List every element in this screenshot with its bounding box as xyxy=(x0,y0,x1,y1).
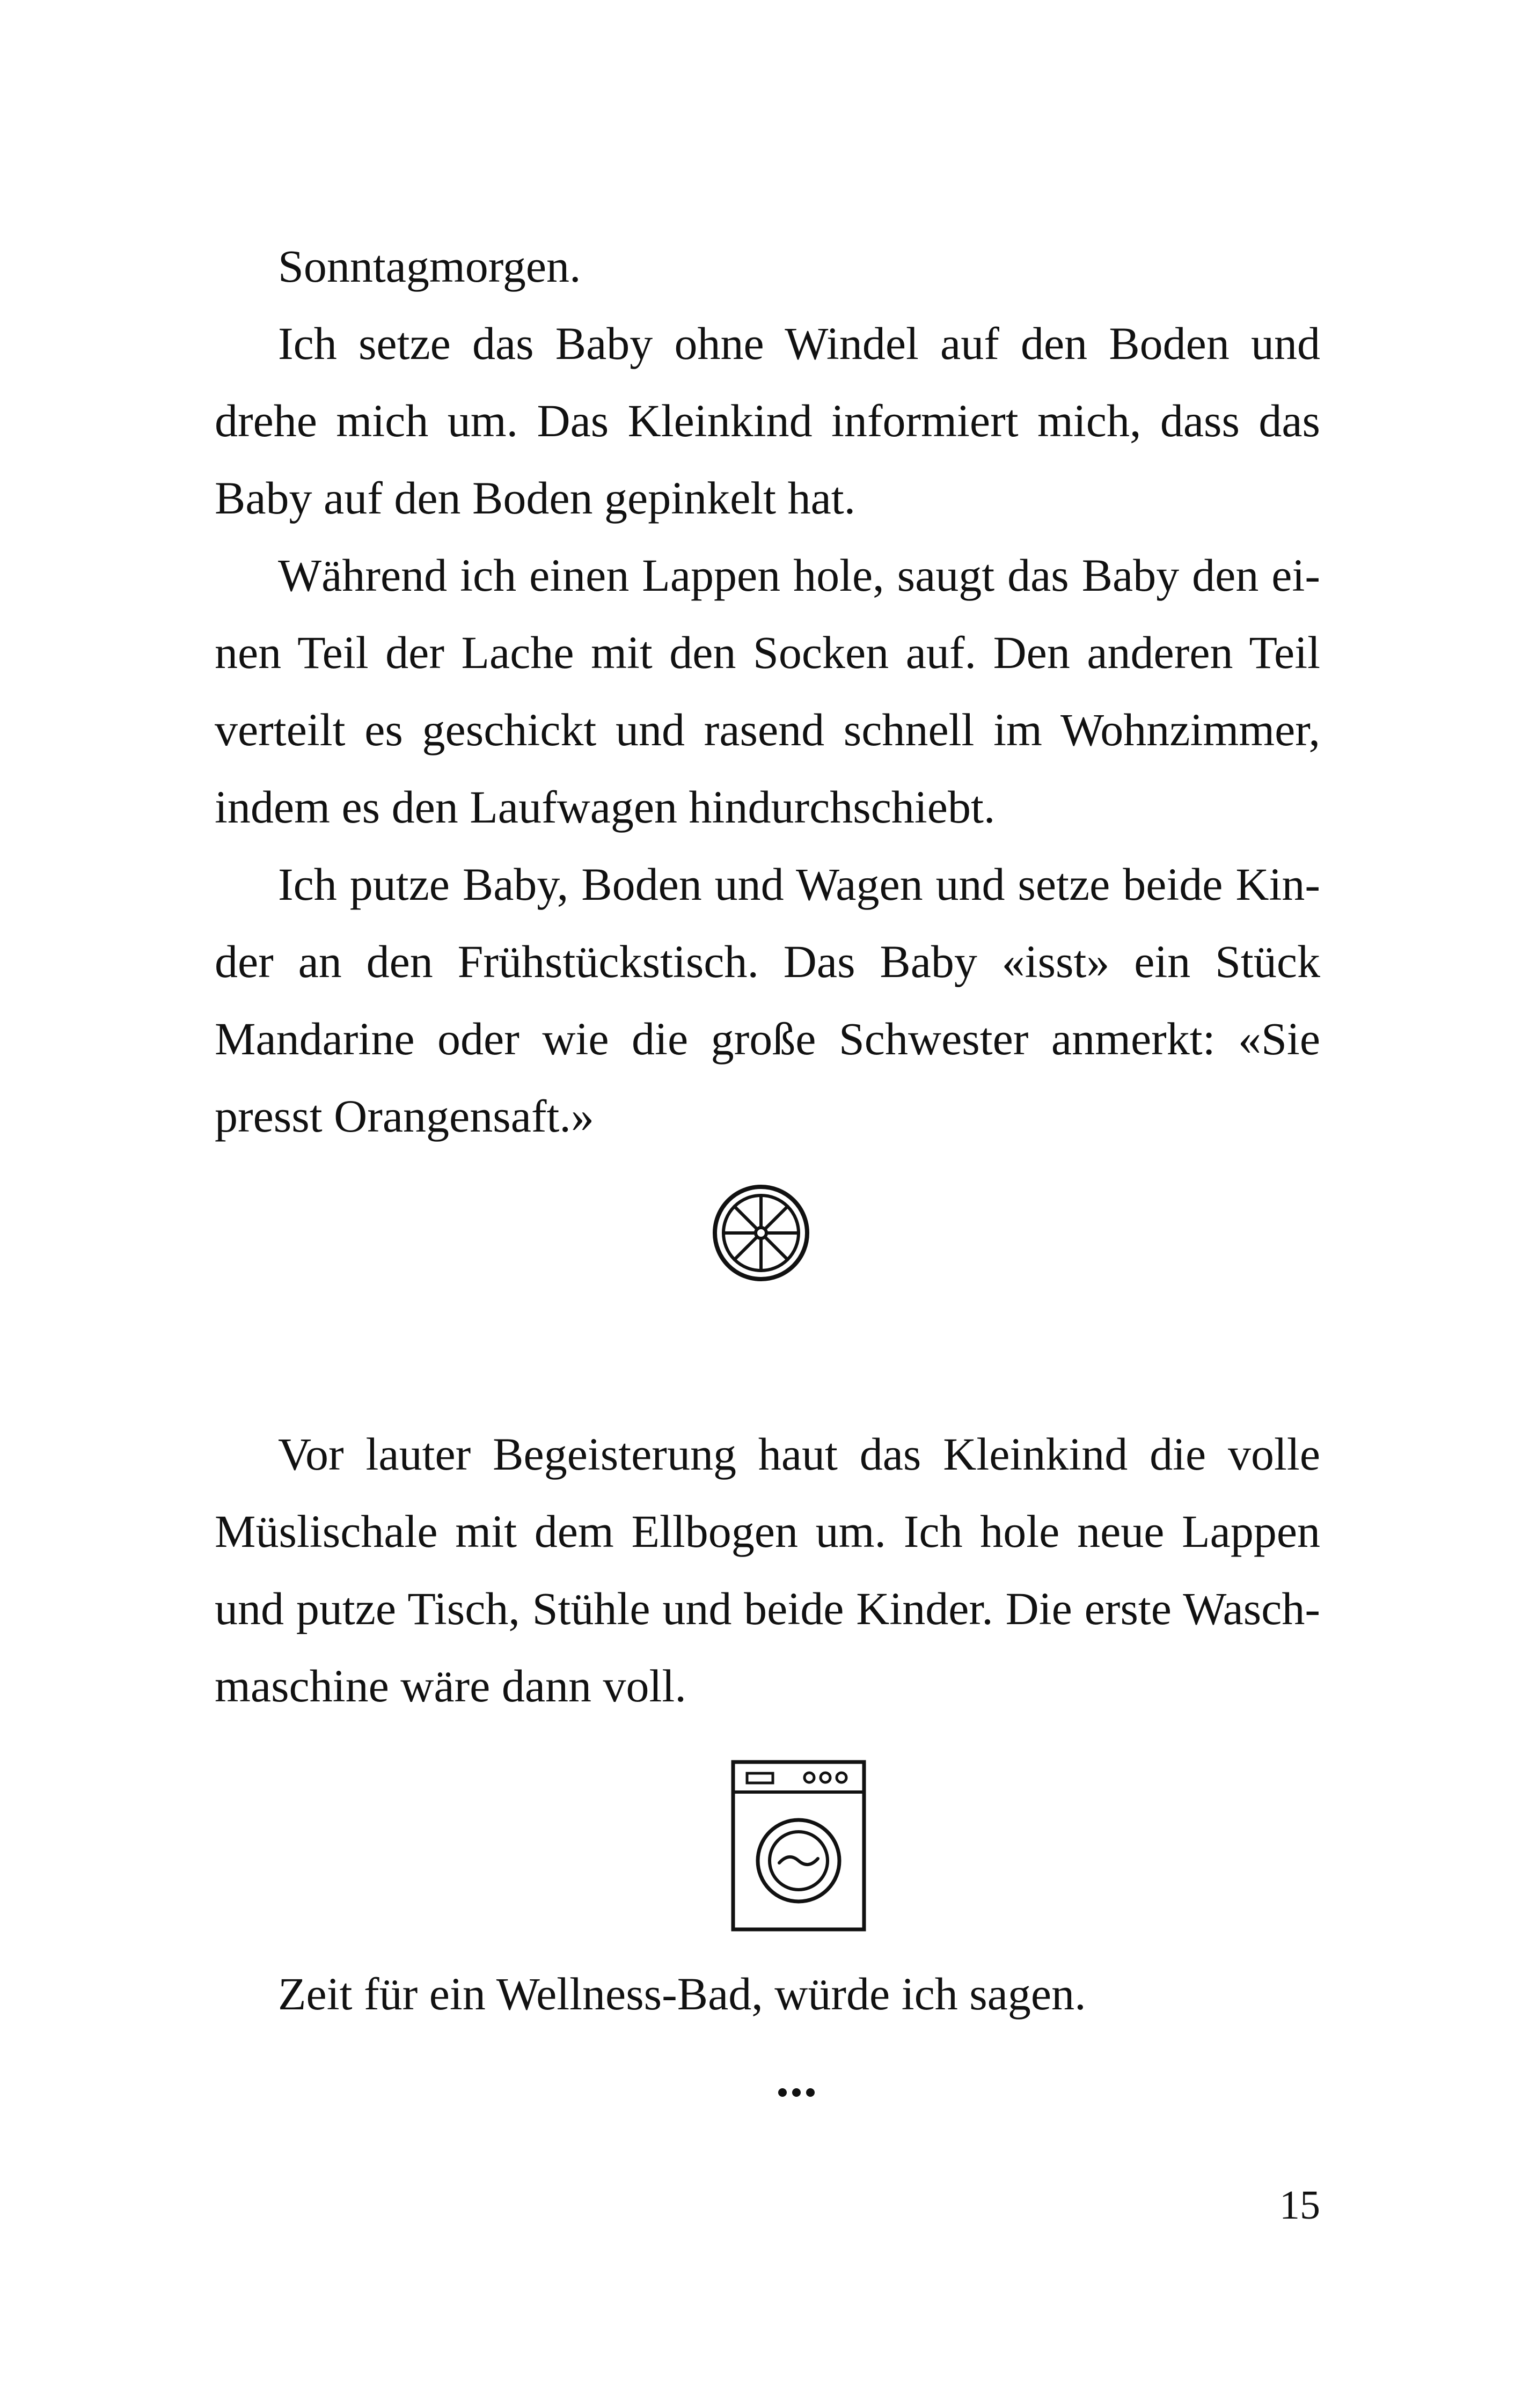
paragraph-muesli-bowl: Vor lauter Begeisterung haut das Kleinkind die volle Müslischale mit dem Ellbogen um. Ich hole neue Lappen und putze Tisch, Stühle und beide Kinder. Die erste Waschmaschine wäre dann voll. xyxy=(215,1428,1320,1712)
page-number: 15 xyxy=(1279,2183,1320,2228)
paragraph-wellness-bath: Zeit für ein Wellness-Bad, würde ich sagen. xyxy=(278,1968,1086,2020)
paragraph-cloth-socks: Während ich einen Lappen hole, saugt das Baby den einen Teil der Lache mit den Socken auf. Den anderen Teil verteilt es geschickt und rasend schnell im Wohnzimmer, indem es den Laufwagen hindurchschiebt. xyxy=(215,549,1320,833)
paragraph-baby-floor: Ich setze das Baby ohne Windel auf den Boden und drehe mich um. Das Kleinkind informiert mich, dass das Baby auf den Boden gepinkelt hat. xyxy=(215,318,1320,524)
paragraph-sunday-morning: Sonntagmorgen. xyxy=(278,240,581,292)
ellipsis-icon xyxy=(761,2082,842,2103)
paragraph-breakfast: Ich putze Baby, Boden und Wagen und setze beide Kinder an den Frühstückstisch. Das Baby «isst» ein Stück Mandarine oder wie die große Schwester anmerkt: «Sie presst Orangensaft.» xyxy=(215,858,1320,1142)
washing-machine-icon xyxy=(731,1760,866,1932)
orange-slice-icon xyxy=(712,1184,810,1282)
